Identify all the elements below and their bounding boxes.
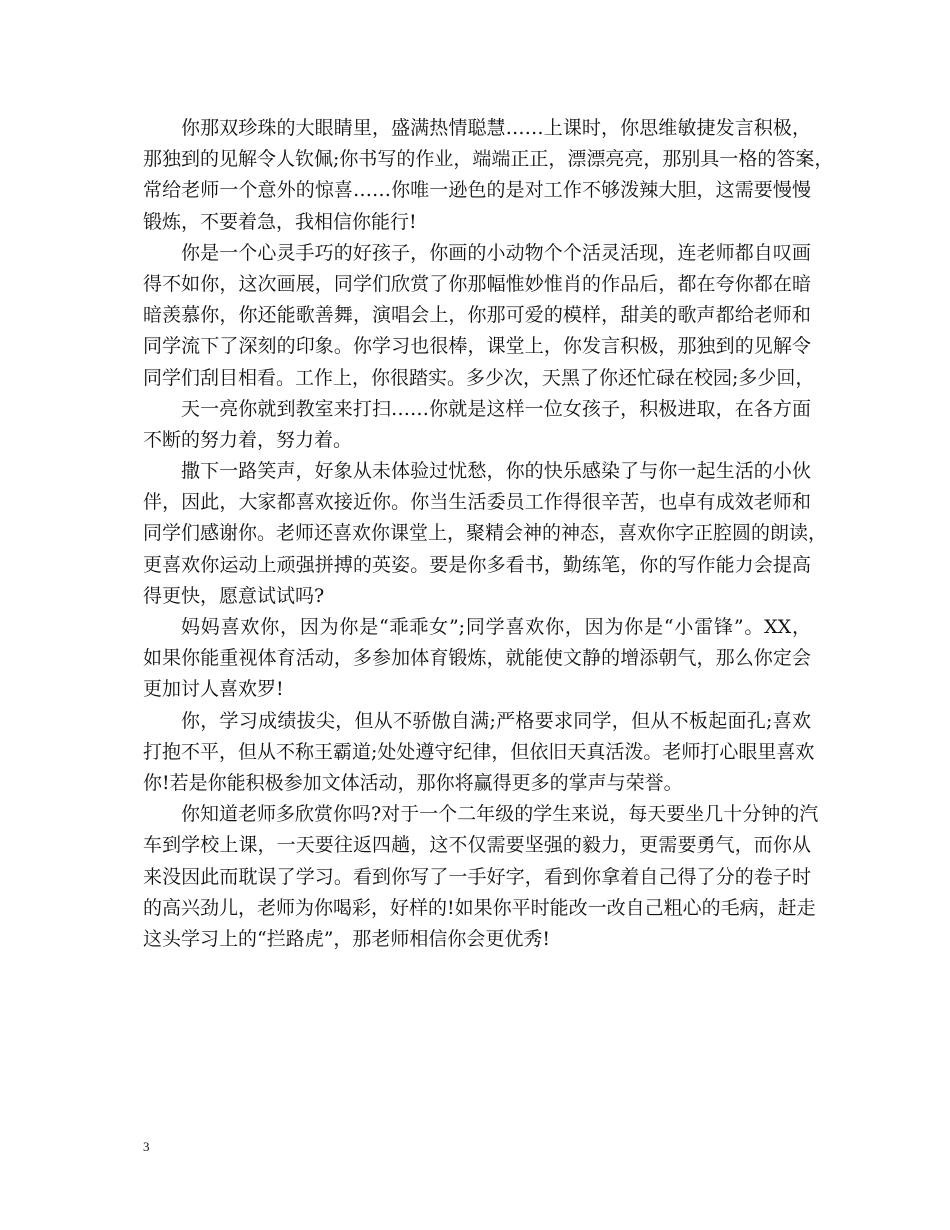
text-line: 的高兴劲儿，老师为你喝彩，好样的!如果你平时能改一改自己粗心的毛病，赶走 bbox=[143, 896, 816, 919]
text-line: 常给老师一个意外的惊喜……你唯一逊色的是对工作不够泼辣大胆，这需要慢慢 bbox=[143, 179, 811, 202]
text-line: 更喜欢你运动上顽强拼搏的英姿。要是你多看书，勤练笔，你的写作能力会提高 bbox=[143, 553, 811, 576]
text-line: 你!若是你能积极参加文体活动，那你将赢得更多的掌声与荣誉。 bbox=[143, 771, 683, 794]
paragraph bbox=[143, 799, 819, 955]
paragraph bbox=[143, 238, 815, 394]
text-line: 不断的努力着，努力着。 bbox=[143, 428, 353, 451]
text-line: 如果你能重视体育活动，多参加体育锻炼，就能使文静的增添朝气，那么你定会 bbox=[143, 647, 811, 670]
page-number: 3 bbox=[143, 1139, 150, 1154]
text-line: 同学们感谢你。老师还喜欢你课堂上，聚精会神的神态，喜欢你字正腔圆的朗读， bbox=[143, 522, 828, 545]
text-line: 你，学习成绩拔尖，但从不骄傲自满;严格要求同学，但从不板起面孔;喜欢 bbox=[181, 709, 811, 732]
text-line: 锻炼，不要着急，我相信你能行! bbox=[143, 210, 417, 233]
text-line: 打抱不平，但从不称王霸道;处处遵守纪律，但依旧天真活泼。老师打心眼里喜欢 bbox=[143, 740, 815, 763]
text-line: 同学们刮目相看。工作上，你很踏实。多少次，天黑了你还忙碌在校园;多少回， bbox=[143, 366, 815, 389]
text-line: 这头学习上的“拦路虎”，那老师相信你会更优秀! bbox=[143, 927, 551, 950]
paragraph bbox=[143, 612, 811, 706]
text-line: 得不如你，这次画展，同学们欣赏了你那幅惟妙惟肖的作品后，都在夸你都在暗 bbox=[143, 272, 811, 295]
text-line: 更加讨人喜欢罗! bbox=[143, 678, 284, 701]
paragraph bbox=[143, 394, 811, 456]
text-line: 你知道老师多欣赏你吗?对于一个二年级的学生来说，每天要坐几十分钟的汽 bbox=[181, 803, 819, 826]
text-line: 撒下一路笑声，好象从未体验过忧愁，你的快乐感染了与你一起生活的小伙 bbox=[181, 460, 811, 483]
paragraph bbox=[143, 706, 815, 800]
text-line: 车到学校上课，一天要往返四趟，这不仅需要坚强的毅力，更需要勇气，而你从 bbox=[143, 834, 811, 857]
paragraph bbox=[143, 456, 828, 612]
document-body bbox=[143, 113, 834, 955]
text-line: 伴，因此，大家都喜欢接近你。你当生活委员工作得很辛苦，也卓有成效老师和 bbox=[143, 491, 811, 514]
text-line: 来没因此而耽误了学习。看到你写了一手好字，看到你拿着自己得了分的卷子时 bbox=[143, 865, 811, 888]
text-line: 暗羡慕你，你还能歌善舞，演唱会上，你那可爱的模样，甜美的歌声都给老师和 bbox=[143, 304, 811, 327]
paragraph bbox=[143, 113, 834, 238]
text-line: 同学流下了深刻的印象。你学习也很棒，课堂上，你发言积极，那独到的见解令 bbox=[143, 335, 811, 358]
text-line: 妈妈喜欢你，因为你是“乖乖女”;同学喜欢你，因为你是“小雷锋”。XX， bbox=[181, 616, 811, 638]
text-line: 那独到的见解令人钦佩;你书写的作业，端端正正，漂漂亮亮，那别具一格的答案， bbox=[143, 148, 834, 171]
text-line: 天一亮你就到教室来打扫……你就是这样一位女孩子，积极进取，在各方面 bbox=[181, 397, 811, 420]
text-line: 得更快，愿意试试吗? bbox=[143, 584, 325, 607]
text-line: 你是一个心灵手巧的好孩子，你画的小动物个个活灵活现，连老师都自叹画 bbox=[181, 241, 811, 264]
text-line: 你那双珍珠的大眼睛里，盛满热情聪慧……上课时，你思维敏捷发言积极， bbox=[181, 117, 811, 139]
